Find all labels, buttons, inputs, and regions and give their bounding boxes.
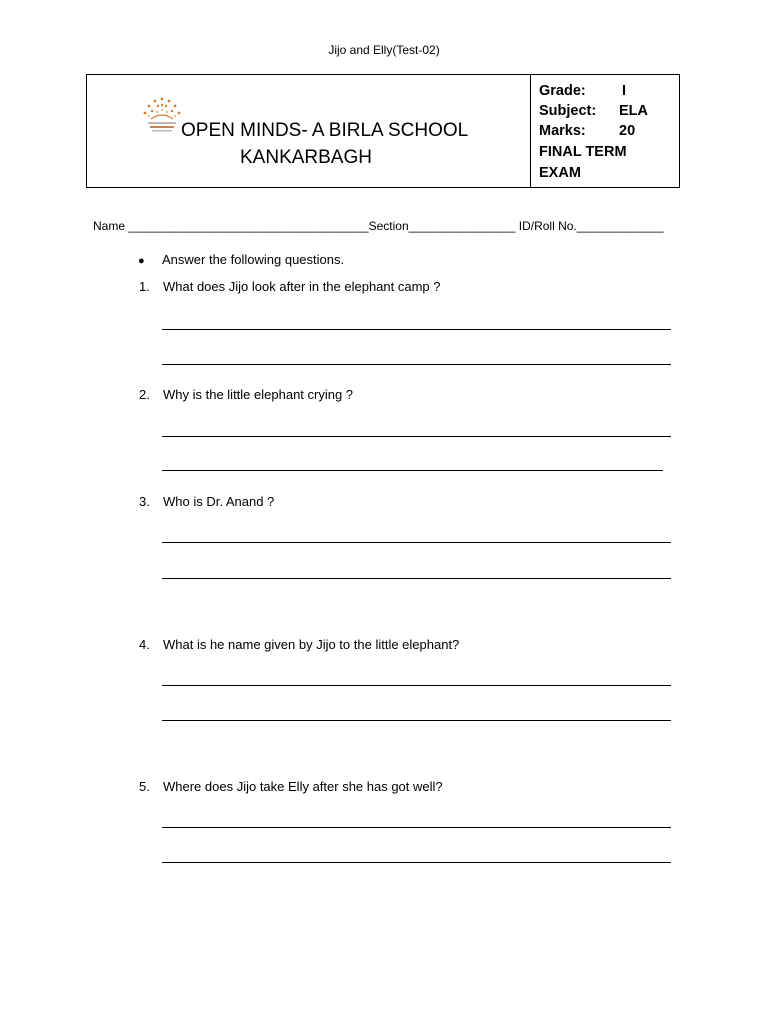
- question-5: [139, 779, 443, 794]
- document-title: Jijo and Elly(Test-02): [328, 43, 440, 57]
- question-text: Where does Jijo take Elly after she has got well?: [163, 779, 443, 794]
- answer-line[interactable]: [162, 578, 671, 579]
- header-divider: [530, 75, 531, 187]
- question-text: Who is Dr. Anand ?: [163, 494, 275, 509]
- marks-value: 20: [619, 123, 636, 139]
- answer-line[interactable]: [162, 685, 671, 686]
- exam-type-line2: EXAM: [539, 165, 581, 181]
- question-number: 3.: [139, 494, 150, 509]
- answer-line[interactable]: [162, 364, 671, 365]
- question-text: What does Jijo look after in the elephant camp ?: [163, 279, 441, 294]
- school-location: KANKARBAGH: [240, 147, 372, 168]
- school-name: OPEN MINDS- A BIRLA SCHOOL: [181, 120, 469, 141]
- grade-label: Grade:: [539, 83, 586, 99]
- question-4: [139, 637, 459, 652]
- answer-line[interactable]: [162, 470, 663, 471]
- marks-row: [539, 123, 636, 139]
- question-number: 1.: [139, 279, 150, 294]
- marks-label: Marks:: [539, 123, 586, 139]
- subject-value: ELA: [619, 103, 648, 119]
- exam-type-line1: FINAL TERM: [539, 144, 627, 160]
- question-2: [139, 387, 353, 402]
- grade-row: [539, 83, 627, 99]
- bullet-icon: ●: [138, 255, 145, 267]
- question-3: [139, 494, 274, 509]
- question-text: Why is the little elephant crying ?: [163, 387, 354, 402]
- question-number: 2.: [139, 387, 150, 402]
- instruction-text: Answer the following questions.: [162, 252, 345, 267]
- answer-line[interactable]: [162, 329, 671, 330]
- student-info-row[interactable]: Name ____________________________________Section________________ ID/Roll No._____________: [93, 219, 664, 233]
- grade-value: I: [622, 83, 627, 99]
- answer-line[interactable]: [162, 720, 671, 721]
- question-number: 4.: [139, 637, 150, 652]
- answer-line[interactable]: [162, 862, 671, 863]
- school-header: [86, 74, 680, 188]
- question-1: [139, 279, 441, 294]
- answer-line[interactable]: [162, 542, 671, 543]
- subject-label: Subject:: [539, 103, 597, 119]
- instruction: [138, 252, 344, 267]
- question-text: What is he name given by Jijo to the little elephant?: [163, 637, 460, 652]
- open-minds-logo-icon: [139, 89, 185, 139]
- answer-line[interactable]: [162, 436, 671, 437]
- answer-line[interactable]: [162, 827, 671, 828]
- subject-row: [539, 103, 648, 119]
- question-number: 5.: [139, 779, 150, 794]
